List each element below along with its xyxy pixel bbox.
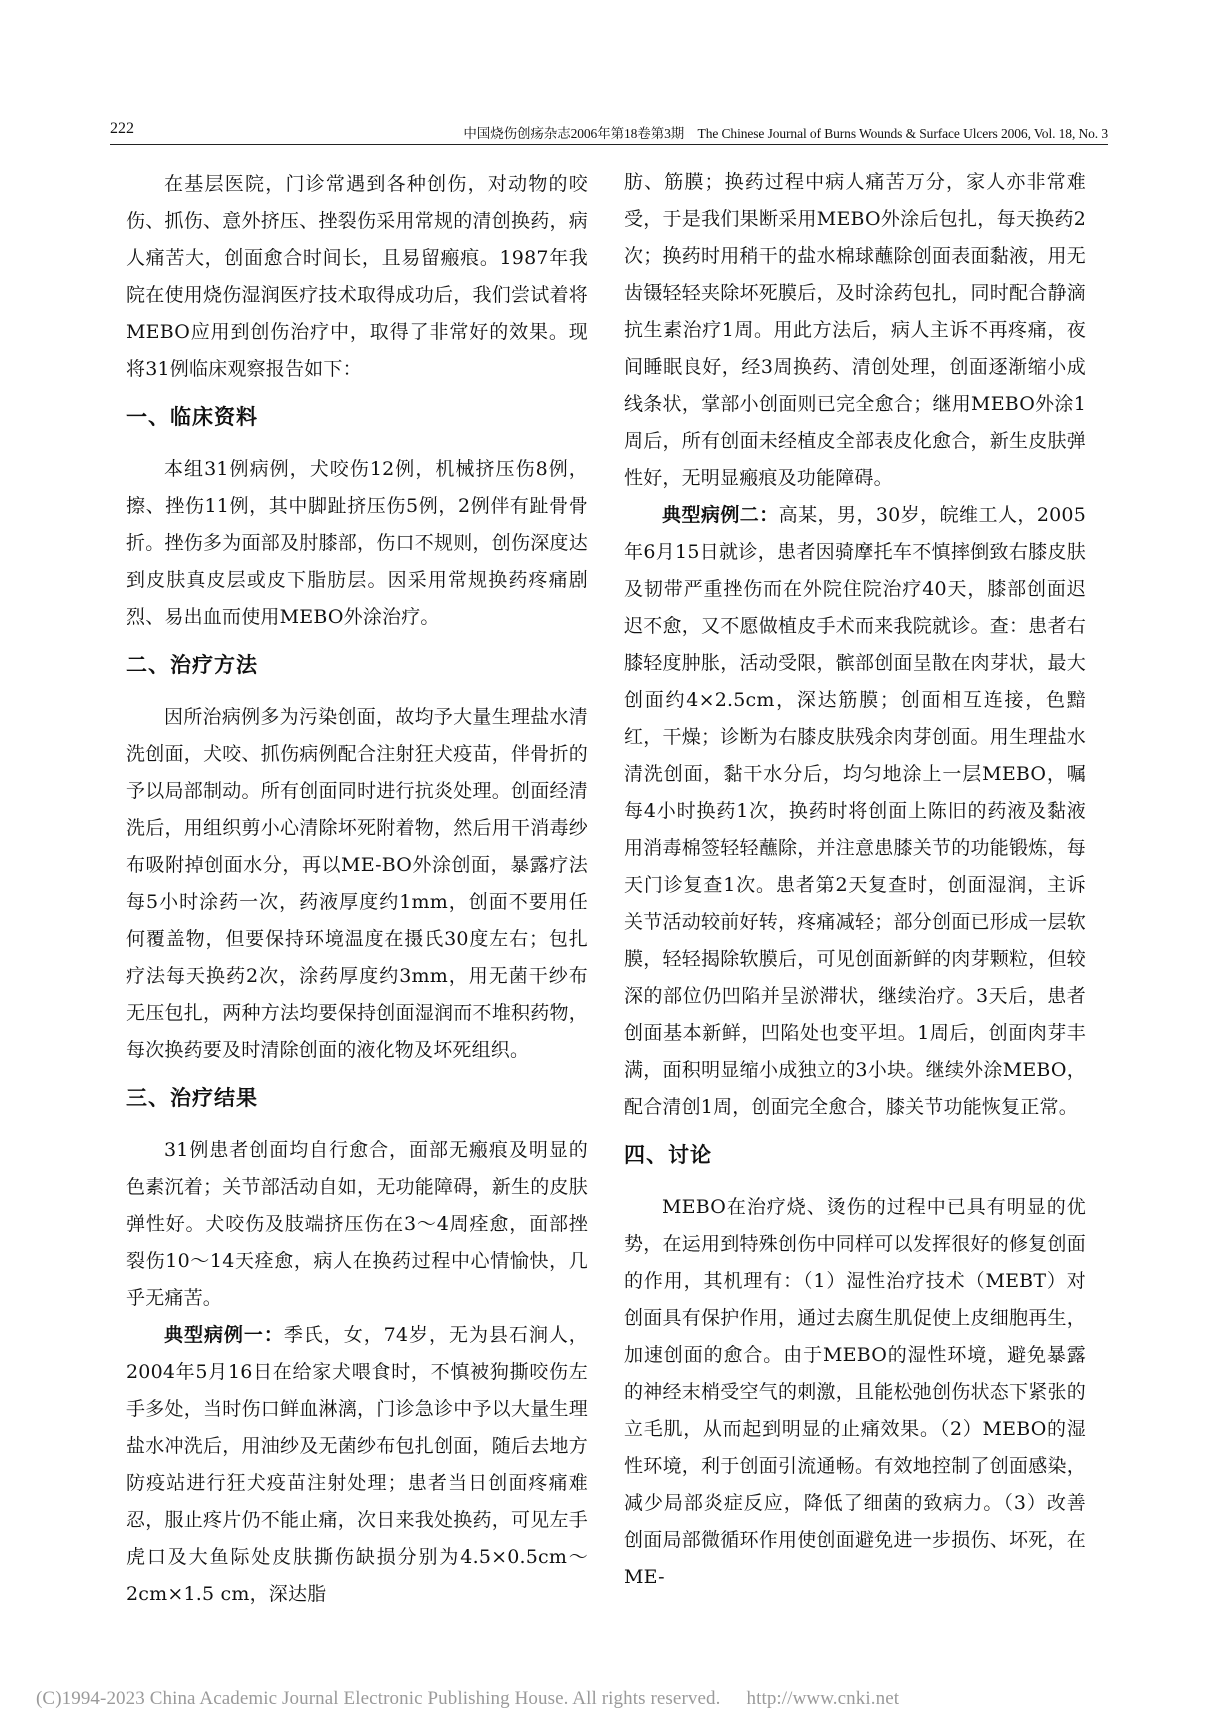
right-column bbox=[624, 164, 1086, 1596]
section-heading-treatment-results: 三、治疗结果 bbox=[126, 1086, 258, 1110]
discussion-paragraph: MEBO在治疗烧、烫伤的过程中已具有明显的优势，在运用到特殊创伤中同样可以发挥很好的修复创面的作用，其机理有：（1）湿性治疗技术（MEBT）对创面具有保护作用，通过去腐生肌促使上皮细胞再生，加速创面的愈合。由于MEBO的湿性环境，避免暴露的神经末梢受空气的刺激，且能松弛创伤状态下紧张的立毛肌，从而起到明显的止痛效果。（2）MEBO的湿性环境，利于创面引流通畅。有效地控制了创面感染，减少局部炎症反应，降低了细菌的致病力。（3）改善创面局部微循环作用使创面避免进一步损伤、坏死，在ME- bbox=[624, 1196, 1086, 1588]
case-two-paragraph bbox=[624, 497, 1086, 1126]
case-one-label: 典型病例一： bbox=[164, 1324, 284, 1346]
copyright-notice: (C)1994-2023 China Academic Journal Electronic Publishing House. All rights reserved. bbox=[36, 1688, 721, 1709]
case-one-paragraph bbox=[126, 1317, 588, 1613]
copyright-footer bbox=[36, 1688, 899, 1710]
section-heading-discussion: 四、讨论 bbox=[624, 1143, 712, 1167]
section-heading-clinical-data: 一、临床资料 bbox=[126, 405, 258, 429]
running-header bbox=[110, 116, 1108, 145]
page-number: 222 bbox=[110, 120, 134, 137]
left-column bbox=[126, 166, 588, 1613]
section-heading-treatment-method: 二、治疗方法 bbox=[126, 653, 258, 677]
cnki-url: http://www.cnki.net bbox=[746, 1688, 900, 1709]
clinical-data-paragraph: 本组31例病例，犬咬伤12例，机械挤压伤8例，擦、挫伤11例，其中脚趾挤压伤5例，2例伴有趾骨骨折。挫伤多为面部及肘膝部，伤口不规则，创伤深度达到皮肤真皮层或皮下脂肪层。因采用常规换药疼痛剧烈、易出血而使用MEBO外涂治疗。 bbox=[126, 458, 588, 628]
case-one-continued-paragraph: 肪、筋膜；换药过程中病人痛苦万分，家人亦非常难受，于是我们果断采用MEBO外涂后包扎，每天换药2次；换药时用稍干的盐水棉球蘸除创面表面黏液，用无齿镊轻轻夹除坏死膜后，及时涂药包扎，同时配合静滴抗生素治疗1周。用此方法后，病人主诉不再疼痛，夜间睡眠良好，经3周换药、清创处理，创面逐渐缩小成线条状，掌部小创面则已完全愈合；继用MEBO外涂1周后，所有创面未经植皮全部表皮化愈合，新生皮肤弹性好，无明显瘢痕及功能障碍。 bbox=[624, 171, 1086, 489]
treatment-results-paragraph: 31例患者创面均自行愈合，面部无瘢痕及明显的色素沉着；关节部活动自如，无功能障碍，新生的皮肤弹性好。犬咬伤及肢端挤压伤在3～4周痊愈，面部挫裂伤10～14天痊愈，病人在换药过程中心情愉快，几乎无痛苦。 bbox=[126, 1139, 588, 1309]
case-two-text: 高某，男，30岁，皖维工人，2005年6月15日就诊，患者因骑摩托车不慎摔倒致右膝皮肤及韧带严重挫伤而在外院住院治疗40天，膝部创面迟迟不愈，又不愿做植皮手术而来我院就诊。查：患者右膝轻度肿胀，活动受限，髌部创面呈散在肉芽状，最大创面约4×2.5cm，深达筋膜；创面相互连接，色黯红，干燥；诊断为右膝皮肤残余肉芽创面。用生理盐水清洗创面，黏干水分后，均匀地涂上一层MEBO，嘱每4小时换药1次，换药时将创面上陈旧的药液及黏液用消毒棉签轻轻蘸除，并注意患膝关节的功能锻炼，每天门诊复查1次。患者第2天复查时，创面湿润，主诉关节活动较前好转，疼痛减轻；部分创面已形成一层软膜，轻轻揭除软膜后，可见创面新鲜的肉芽颗粒，但较深的部位仍凹陷并呈淤滞状，继续治疗。3天后，患者创面基本新鲜，凹陷处也变平坦。1周后，创面肉芽丰满，面积明显缩小成独立的3小块。继续外涂MEBO，配合清创1周，创面完全愈合，膝关节功能恢复正常。 bbox=[624, 504, 1086, 1118]
case-two-label: 典型病例二： bbox=[662, 504, 779, 526]
case-one-text: 季氏，女，74岁，无为县石涧人，2004年5月16日在给家犬喂食时，不慎被狗撕咬伤左手多处，当时伤口鲜血淋漓，门诊急诊中予以大量生理盐水冲洗后，用油纱及无菌纱布包扎创面，随后去地方防疫站进行狂犬疫苗注射处理；患者当日创面疼痛难忍，服止疼片仍不能止痛，次日来我处换药，可见左手虎口及大鱼际处皮肤撕伤缺损分别为4.5×0.5cm～2cm×1.5 cm，深达脂 bbox=[126, 1324, 588, 1605]
intro-paragraph: 在基层医院，门诊常遇到各种创伤，对动物的咬伤、抓伤、意外挤压、挫裂伤采用常规的清创换药，病人痛苦大，创面愈合时间长，且易留瘢痕。1987年我院在使用烧伤湿润医疗技术取得成功后，我们尝试着将MEBO应用到创伤治疗中，取得了非常好的效果。现将31例临床观察报告如下： bbox=[126, 173, 588, 380]
treatment-method-paragraph: 因所治病例多为污染创面，故均予大量生理盐水清洗创面，犬咬、抓伤病例配合注射狂犬疫苗，伴骨折的予以局部制动。所有创面同时进行抗炎处理。创面经清洗后，用组织剪小心清除坏死附着物，然后用干消毒纱布吸附掉创面水分，再以ME-BO外涂创面，暴露疗法每5小时涂药一次，药液厚度约1mm，创面不要用任何覆盖物，但要保持环境温度在摄氏30度左右；包扎疗法每天换药2次，涂药厚度约3mm，用无菌干纱布无压包扎，两种方法均要保持创面湿润而不堆积药物，每次换药要及时清除创面的液化物及坏死组织。 bbox=[126, 706, 588, 1061]
journal-running-head: 中国烧伤创疡杂志2006年第18卷第3期 The Chinese Journal of Burns Wounds & Surface Ulcers 2006, Vol. 18, No. 3 bbox=[463, 126, 1108, 141]
